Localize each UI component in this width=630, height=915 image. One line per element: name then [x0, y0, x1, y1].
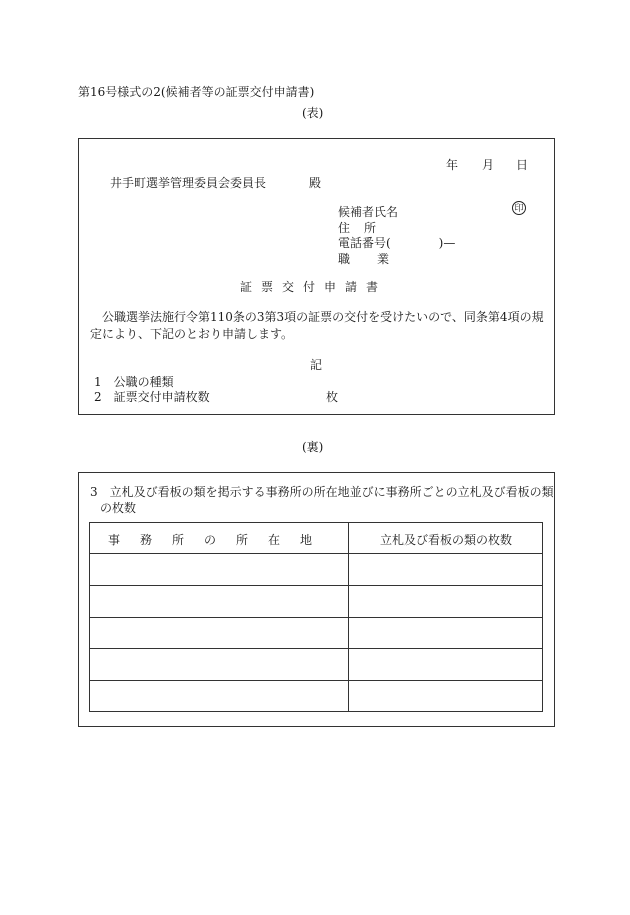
- item-office-type: 1 公職の種類: [94, 375, 174, 389]
- honorific: 殿: [309, 176, 322, 190]
- table-row-divider: [89, 680, 543, 681]
- table-header-count: 立札及び看板の類の枚数: [380, 533, 513, 547]
- item-certificate-count: 2 証票交付申請枚数: [94, 390, 210, 404]
- application-body-text: 公職選挙法施行令第110条の3第3項の証票の交付を受けたいので、同条第4項の規定により、下記のとおり申請します。: [90, 310, 544, 341]
- ki-marker: 記: [310, 358, 323, 372]
- front-side-label: (表): [302, 106, 324, 120]
- candidate-name-label: 候補者氏名: [338, 205, 399, 219]
- table-header-location: 事務所の所在地: [108, 533, 333, 547]
- date-month-label: 月: [482, 158, 495, 172]
- candidate-phone-label: 電話番号( )—: [338, 236, 456, 250]
- item-certificate-count-unit: 枚: [326, 390, 339, 404]
- item-office-signboards: 3 立札及び看板の類を掲示する事務所の所在地並びに事務所ごとの立札及び看板の類の枚数: [90, 485, 554, 515]
- candidate-address-label: 住所: [338, 221, 391, 235]
- table-row-divider: [89, 648, 543, 649]
- date-day-label: 日: [516, 158, 529, 172]
- seal-icon: 印: [512, 201, 526, 215]
- back-side-label: (裏): [302, 440, 324, 454]
- date-year-label: 年: [446, 158, 459, 172]
- table-row-divider: [89, 585, 543, 586]
- addressee: 井手町選挙管理委員会委員長: [110, 176, 267, 190]
- table-row-divider: [89, 617, 543, 618]
- document-heading: 証票交付申請書: [240, 280, 388, 294]
- candidate-occupation-label: 職業: [338, 252, 417, 266]
- form-title: 第16号様式の2(候補者等の証票交付申請書): [78, 85, 315, 99]
- table-row-divider: [89, 553, 543, 554]
